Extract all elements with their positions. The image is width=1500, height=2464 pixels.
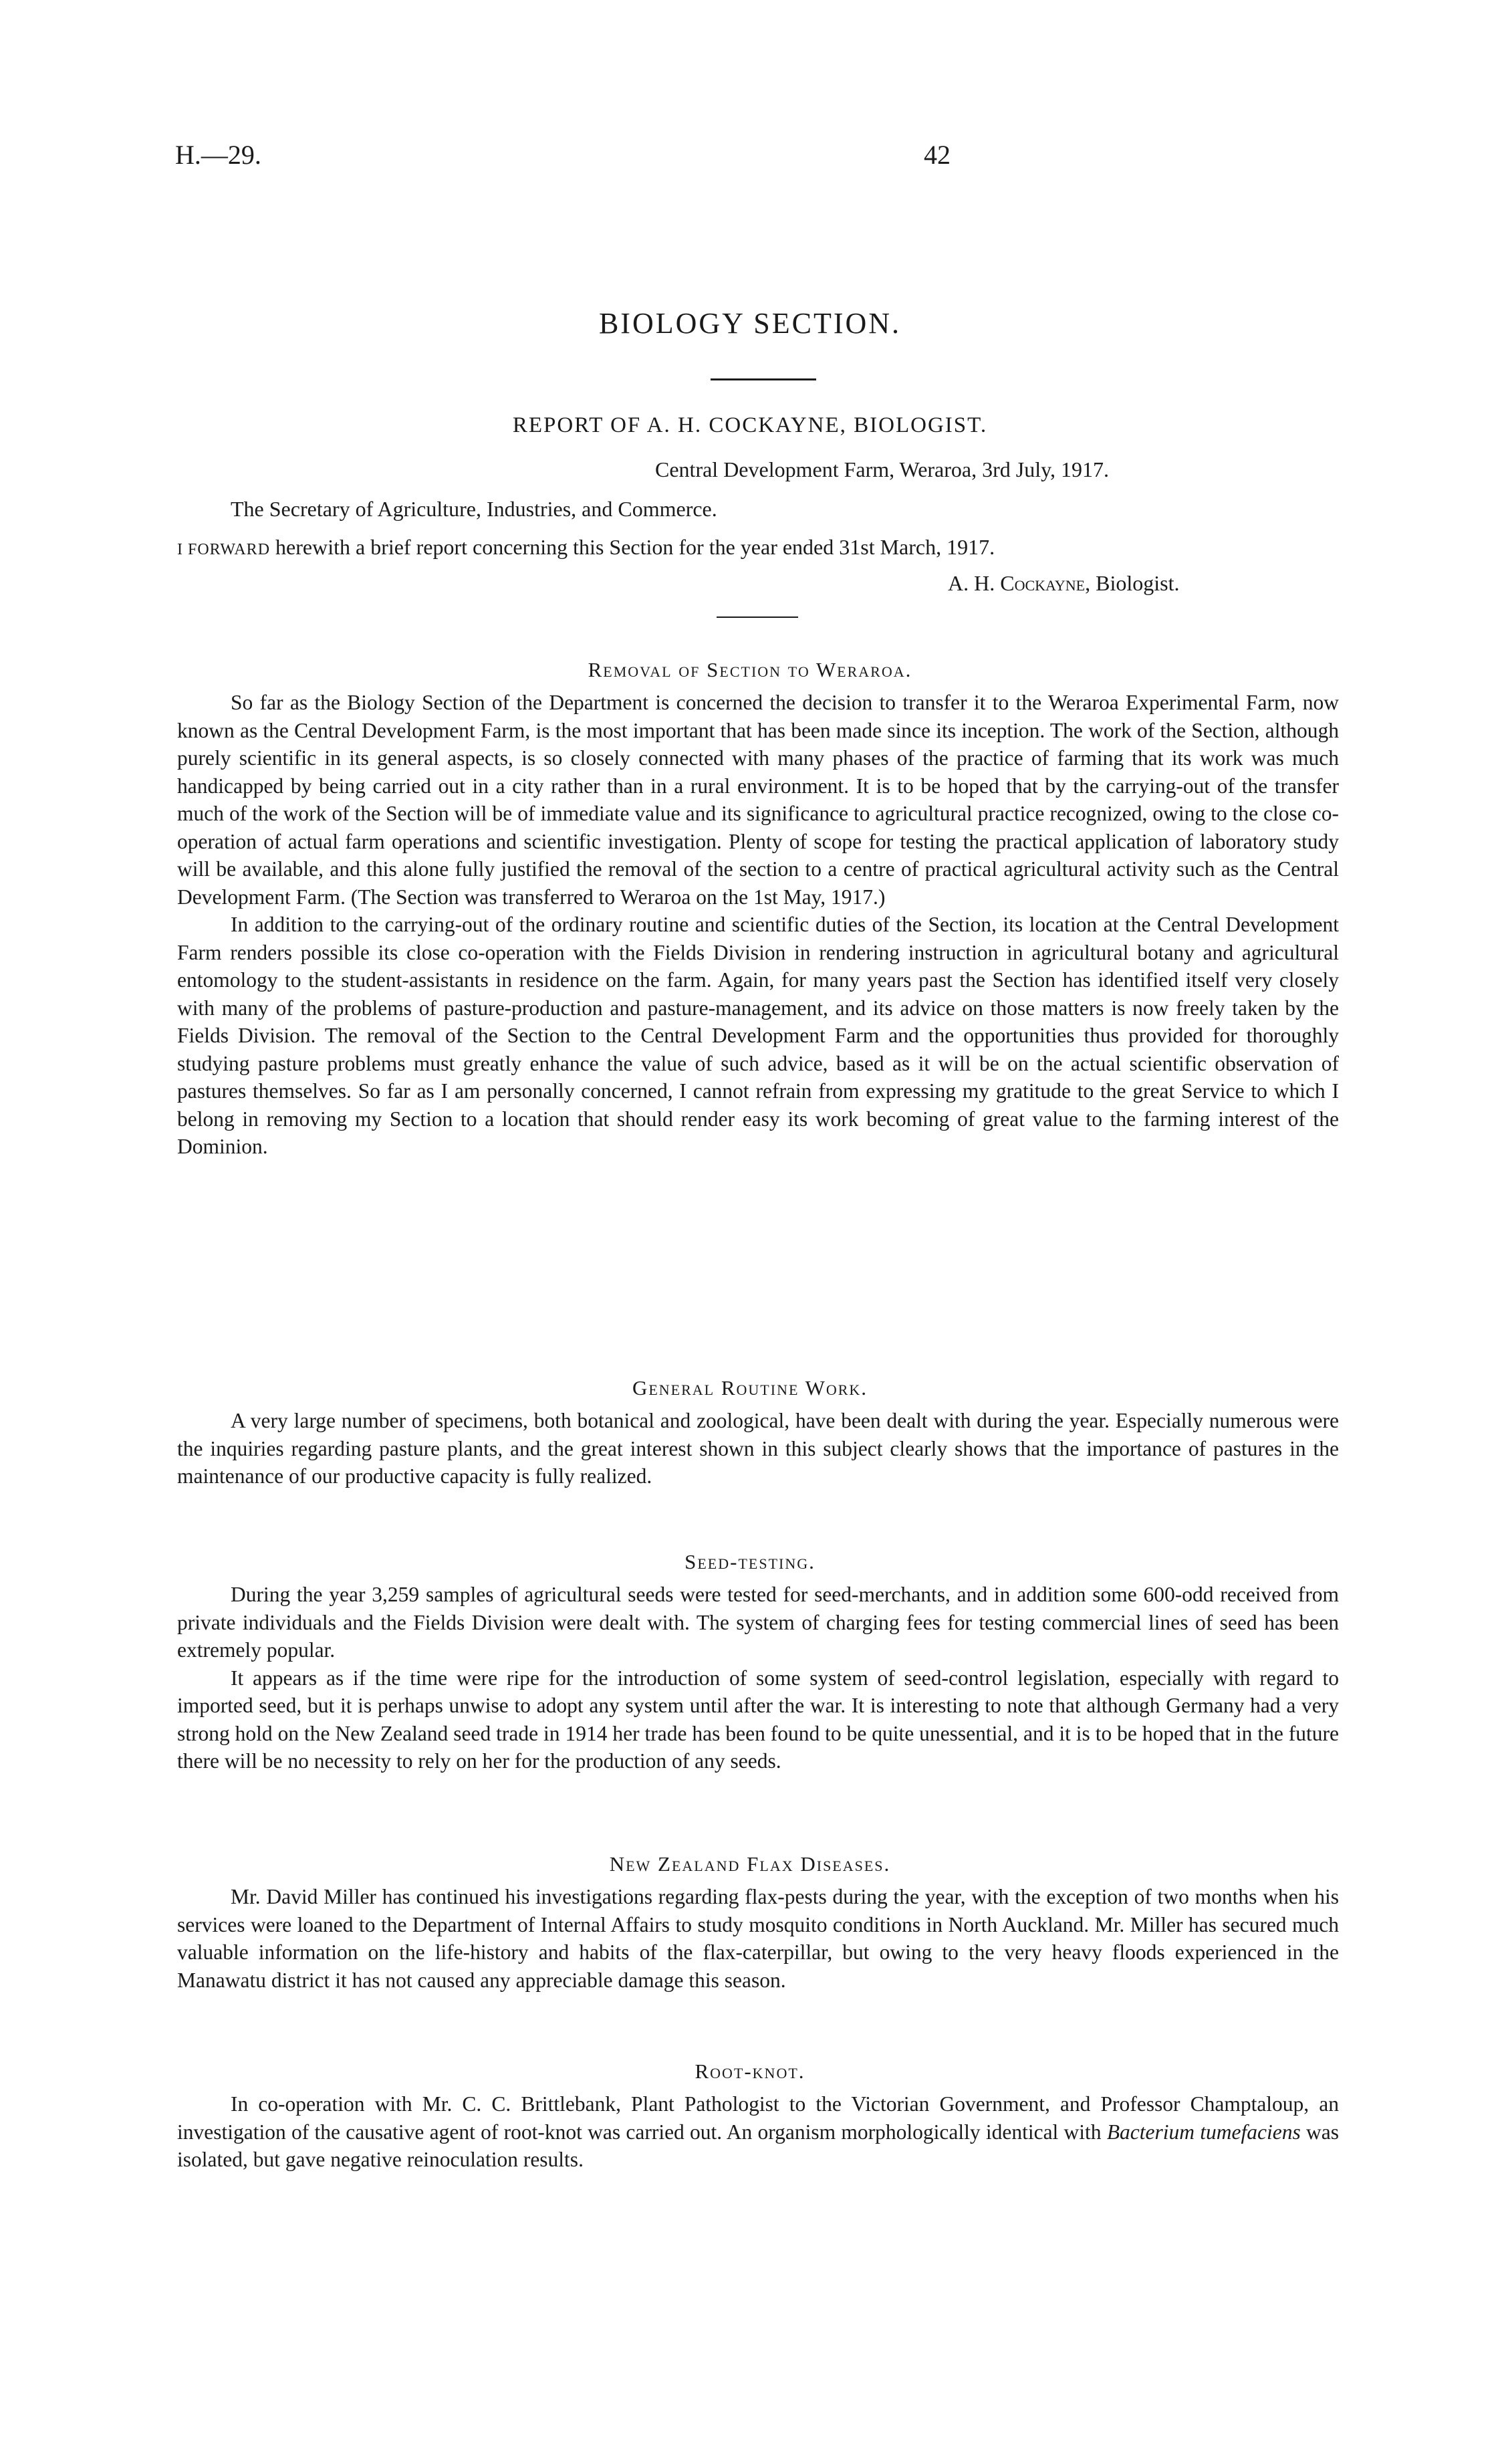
title-rule: [711, 378, 816, 380]
document-code: H.—29.: [175, 140, 261, 170]
signature-name: Cockayne: [1000, 571, 1086, 595]
section-removal-body: [177, 689, 1339, 1161]
place-date-line: Central Development Farm, Weraroa, 3rd July, 1917.: [655, 457, 1110, 481]
paragraph-seed-testing-1: During the year 3,259 samples of agricultural seeds were tested for seed-merchants, and in addition some 600-odd received from private individuals and the Fields Division were dealt with. The system of charging fees for testing commercial lines of seed has been extremely popular.: [177, 1583, 1339, 1662]
signature-rule: [717, 617, 798, 618]
signature-role: , Biologist.: [1085, 571, 1180, 595]
paragraph-removal-1: So far as the Biology Section of the Department is concerned the decision to transfer it to the Weraroa Experimental Farm, now known as the Central Development Farm, is the most important that has been made since its inception. The work of the Section, although purely scientific in its general aspects, is so closely connected with many phases of the practice of farming that its work was much handicapped by being carried out in a city rather than in a rural environment. It is to be hoped that by the carrying-out of the transfer much of the work of the Section will be of immediate value and its significance to agricultural practice recognized, owing to the close co-operation of actual farm operations and scientific investigation. Plenty of scope for testing the practical application of laboratory study will be available, and this alone fully justified the removal of the section to a centre of practical agricultural activity such as the Central Development Farm. (The Section was transferred to Weraroa on the 1st May, 1917.): [177, 691, 1339, 909]
section-general-routine-body: [177, 1407, 1339, 1490]
section-seed-testing-body: [177, 1581, 1339, 1775]
paragraph-removal-2: In addition to the carrying-out of the ordinary routine and scientific duties of the Section, its location at the Central Development Farm renders possible its close co-operation with the Fields Division in rendering instruction in agricultural botany and agricultural entomology to the student-assistants in residence on the farm. Again, for many years past the Section has identified itself very closely with many of the problems of pasture-production and pasture-management, and its advice on those matters is now freely taken by the Fields Division. The removal of the Section to the Central Development Farm and the opportunities thus provided for thoroughly studying pasture problems must greatly enhance the value of such advice, based as it will be on the actual scientific observation of pastures themselves. So far as I am personally concerned, I cannot refrain from expressing my gratitude to the great Service to which I belong in removing my Section to a location that should render easy its work becoming of great value to the farming interest of the Dominion.: [177, 913, 1339, 1158]
section-title: BIOLOGY SECTION.: [598, 307, 902, 340]
heading-root-knot: Root-knot.: [695, 2059, 805, 2083]
heading-flax-diseases: New Zealand Flax Diseases.: [609, 1852, 891, 1876]
addressee-line: The Secretary of Agriculture, Industries, and Commerce.: [231, 497, 717, 521]
signature-line: [948, 570, 1179, 596]
paragraph-general-routine-1: A very large number of specimens, both botanical and zoological, have been dealt with during the year. Especially numerous were the inquiries regarding pasture plants, and the great interest shown in this subject clearly shows that the importance of pastures in the maintenance of our productive capacity is fully realized.: [177, 1409, 1339, 1488]
section-root-knot-body: [177, 2090, 1339, 2174]
paragraph-seed-testing-2: It appears as if the time were ripe for the introduction of some system of seed-control legislation, especially with regard to imported seed, but it is perhaps unwise to adopt any system until after the war. It is interesting to note that although Germany had a very strong hold on the New Zealand seed trade in 1914 her trade has been found to be quite unessential, and it is to be hoped that in the future there will be no necessity to rely on her for the production of any seeds.: [177, 1666, 1339, 1773]
opening-text: herewith a brief report concerning this Section for the year ended 31st March, 1917.: [270, 535, 995, 559]
running-header: [175, 139, 1325, 179]
opening-line: [177, 534, 995, 563]
signature-initials: A. H.: [948, 571, 1001, 595]
organism-name: Bacterium tumefaciens: [1106, 2120, 1301, 2144]
section-flax-diseases-body: [177, 1883, 1339, 1994]
opening-word: I FORWARD: [177, 541, 271, 558]
heading-general-routine: General Routine Work.: [632, 1376, 868, 1399]
report-subtitle: REPORT OF A. H. COCKAYNE, BIOLOGIST.: [512, 413, 988, 437]
heading-seed-testing: Seed-testing.: [684, 1550, 816, 1573]
paragraph-root-knot-1: [177, 2090, 1339, 2174]
root-knot-text-a: In co-operation with Mr. C. C. Brittlebank, Plant Pathologist to the Victorian Government, and Professor Champtaloup, an investigation of the causative agent of root-knot was carried out. An organism morphologically identical with: [177, 2092, 1339, 2144]
root-knot-text-b: was isolated, but gave negative reinoculation results.: [177, 2120, 1339, 2171]
paragraph-flax-diseases-1: Mr. David Miller has continued his investigations regarding flax-pests during the year, with the exception of two months when his services were loaned to the Department of Internal Affairs to study mosquito conditions in North Auckland. Mr. Miller has secured much valuable information on the life-history and habits of the flax-caterpillar, but owing to the very heavy floods experienced in the Manawatu district it has not caused any appreciable damage this season.: [177, 1885, 1339, 1992]
page-number: 42: [924, 140, 951, 170]
heading-removal: Removal of Section to Weraroa.: [588, 658, 912, 681]
